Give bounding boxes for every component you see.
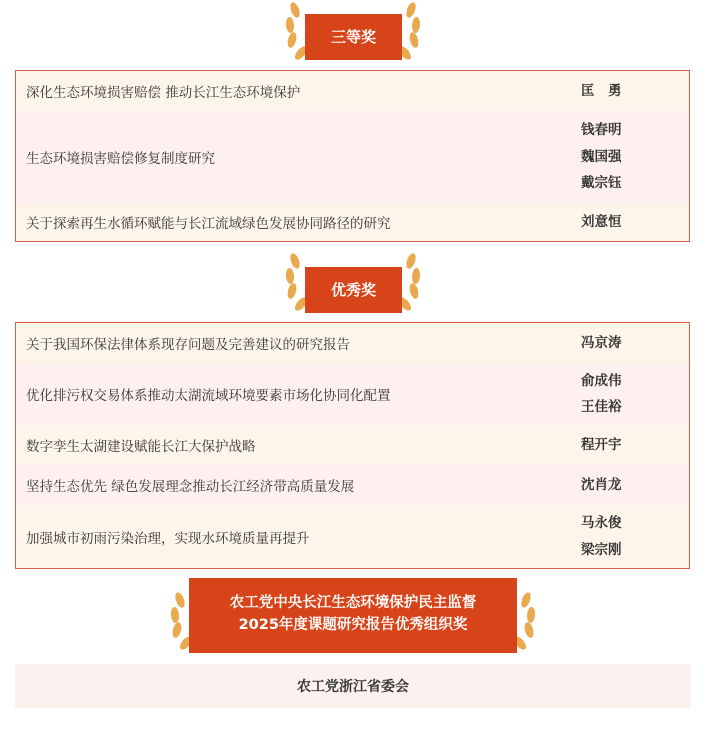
winner-name: 农工党浙江省委会 bbox=[297, 679, 409, 695]
org-award-winner bbox=[15, 664, 691, 708]
author-name: 王佳裕 bbox=[581, 399, 622, 415]
paper-authors bbox=[581, 510, 689, 563]
author-name: 魏国强 bbox=[581, 148, 622, 165]
org-award-line2: 2025年度课题研究报告优秀组织奖 bbox=[238, 617, 468, 633]
paper-title: 关于我国环保法律体系现存问题及完善建议的研究报告 bbox=[26, 337, 350, 353]
paper-authors bbox=[581, 432, 689, 459]
section-badge: 三等奖 bbox=[305, 14, 402, 60]
paper-authors bbox=[581, 117, 689, 197]
org-award-badge bbox=[189, 578, 517, 653]
author-name: 刘意恒 bbox=[581, 213, 622, 230]
table-row bbox=[16, 111, 689, 203]
third-prize-banner bbox=[0, 0, 706, 66]
author-name: 俞成伟 bbox=[581, 372, 622, 389]
author-name: 梁宗刚 bbox=[581, 541, 622, 558]
org-award-banner bbox=[0, 578, 706, 658]
table-row bbox=[16, 323, 689, 363]
paper-title: 优化排污权交易体系推动太湖流域环境要素市场化协同化配置 bbox=[26, 388, 391, 404]
third-prize-table bbox=[15, 70, 690, 242]
author-name: 沈肖龙 bbox=[581, 476, 622, 493]
org-award-line1: 农工党中央长江生态环境保护民主监督 bbox=[229, 595, 477, 611]
table-row bbox=[16, 363, 689, 425]
paper-title: 生态环境损害赔偿修复制度研究 bbox=[26, 151, 215, 167]
paper-title: 关于探索再生水循环赋能与长江流域绿色发展协同路径的研究 bbox=[26, 216, 391, 232]
paper-authors bbox=[581, 78, 689, 105]
excellence-prize-table bbox=[15, 322, 690, 569]
table-row bbox=[16, 71, 689, 111]
author-name: 程开宇 bbox=[581, 436, 622, 453]
author-name: 冯京涛 bbox=[581, 334, 622, 351]
section-badge: 优秀奖 bbox=[305, 267, 402, 313]
paper-title: 坚持生态优先 绿色发展理念推动长江经济带高质量发展 bbox=[26, 479, 355, 495]
paper-title: 加强城市初雨污染治理，实现水环境质量再提升 bbox=[26, 530, 310, 547]
table-row bbox=[16, 203, 689, 241]
paper-authors bbox=[581, 472, 689, 499]
paper-authors bbox=[581, 209, 689, 236]
author-name: 马永俊 bbox=[581, 515, 622, 531]
table-row bbox=[16, 505, 689, 568]
excellence-prize-banner bbox=[0, 251, 706, 317]
table-row bbox=[16, 465, 689, 505]
table-row bbox=[16, 425, 689, 465]
paper-authors bbox=[581, 330, 689, 357]
author-name: 钱春明 bbox=[581, 122, 622, 139]
author-name: 匡 勇 bbox=[581, 82, 622, 99]
paper-title: 深化生态环境损害赔偿 推动长江生态环境保护 bbox=[26, 85, 301, 101]
paper-title: 数字孪生太湖建设赋能长江大保护战略 bbox=[26, 439, 256, 455]
paper-authors bbox=[581, 368, 689, 421]
author-name: 戴宗钰 bbox=[581, 175, 622, 192]
